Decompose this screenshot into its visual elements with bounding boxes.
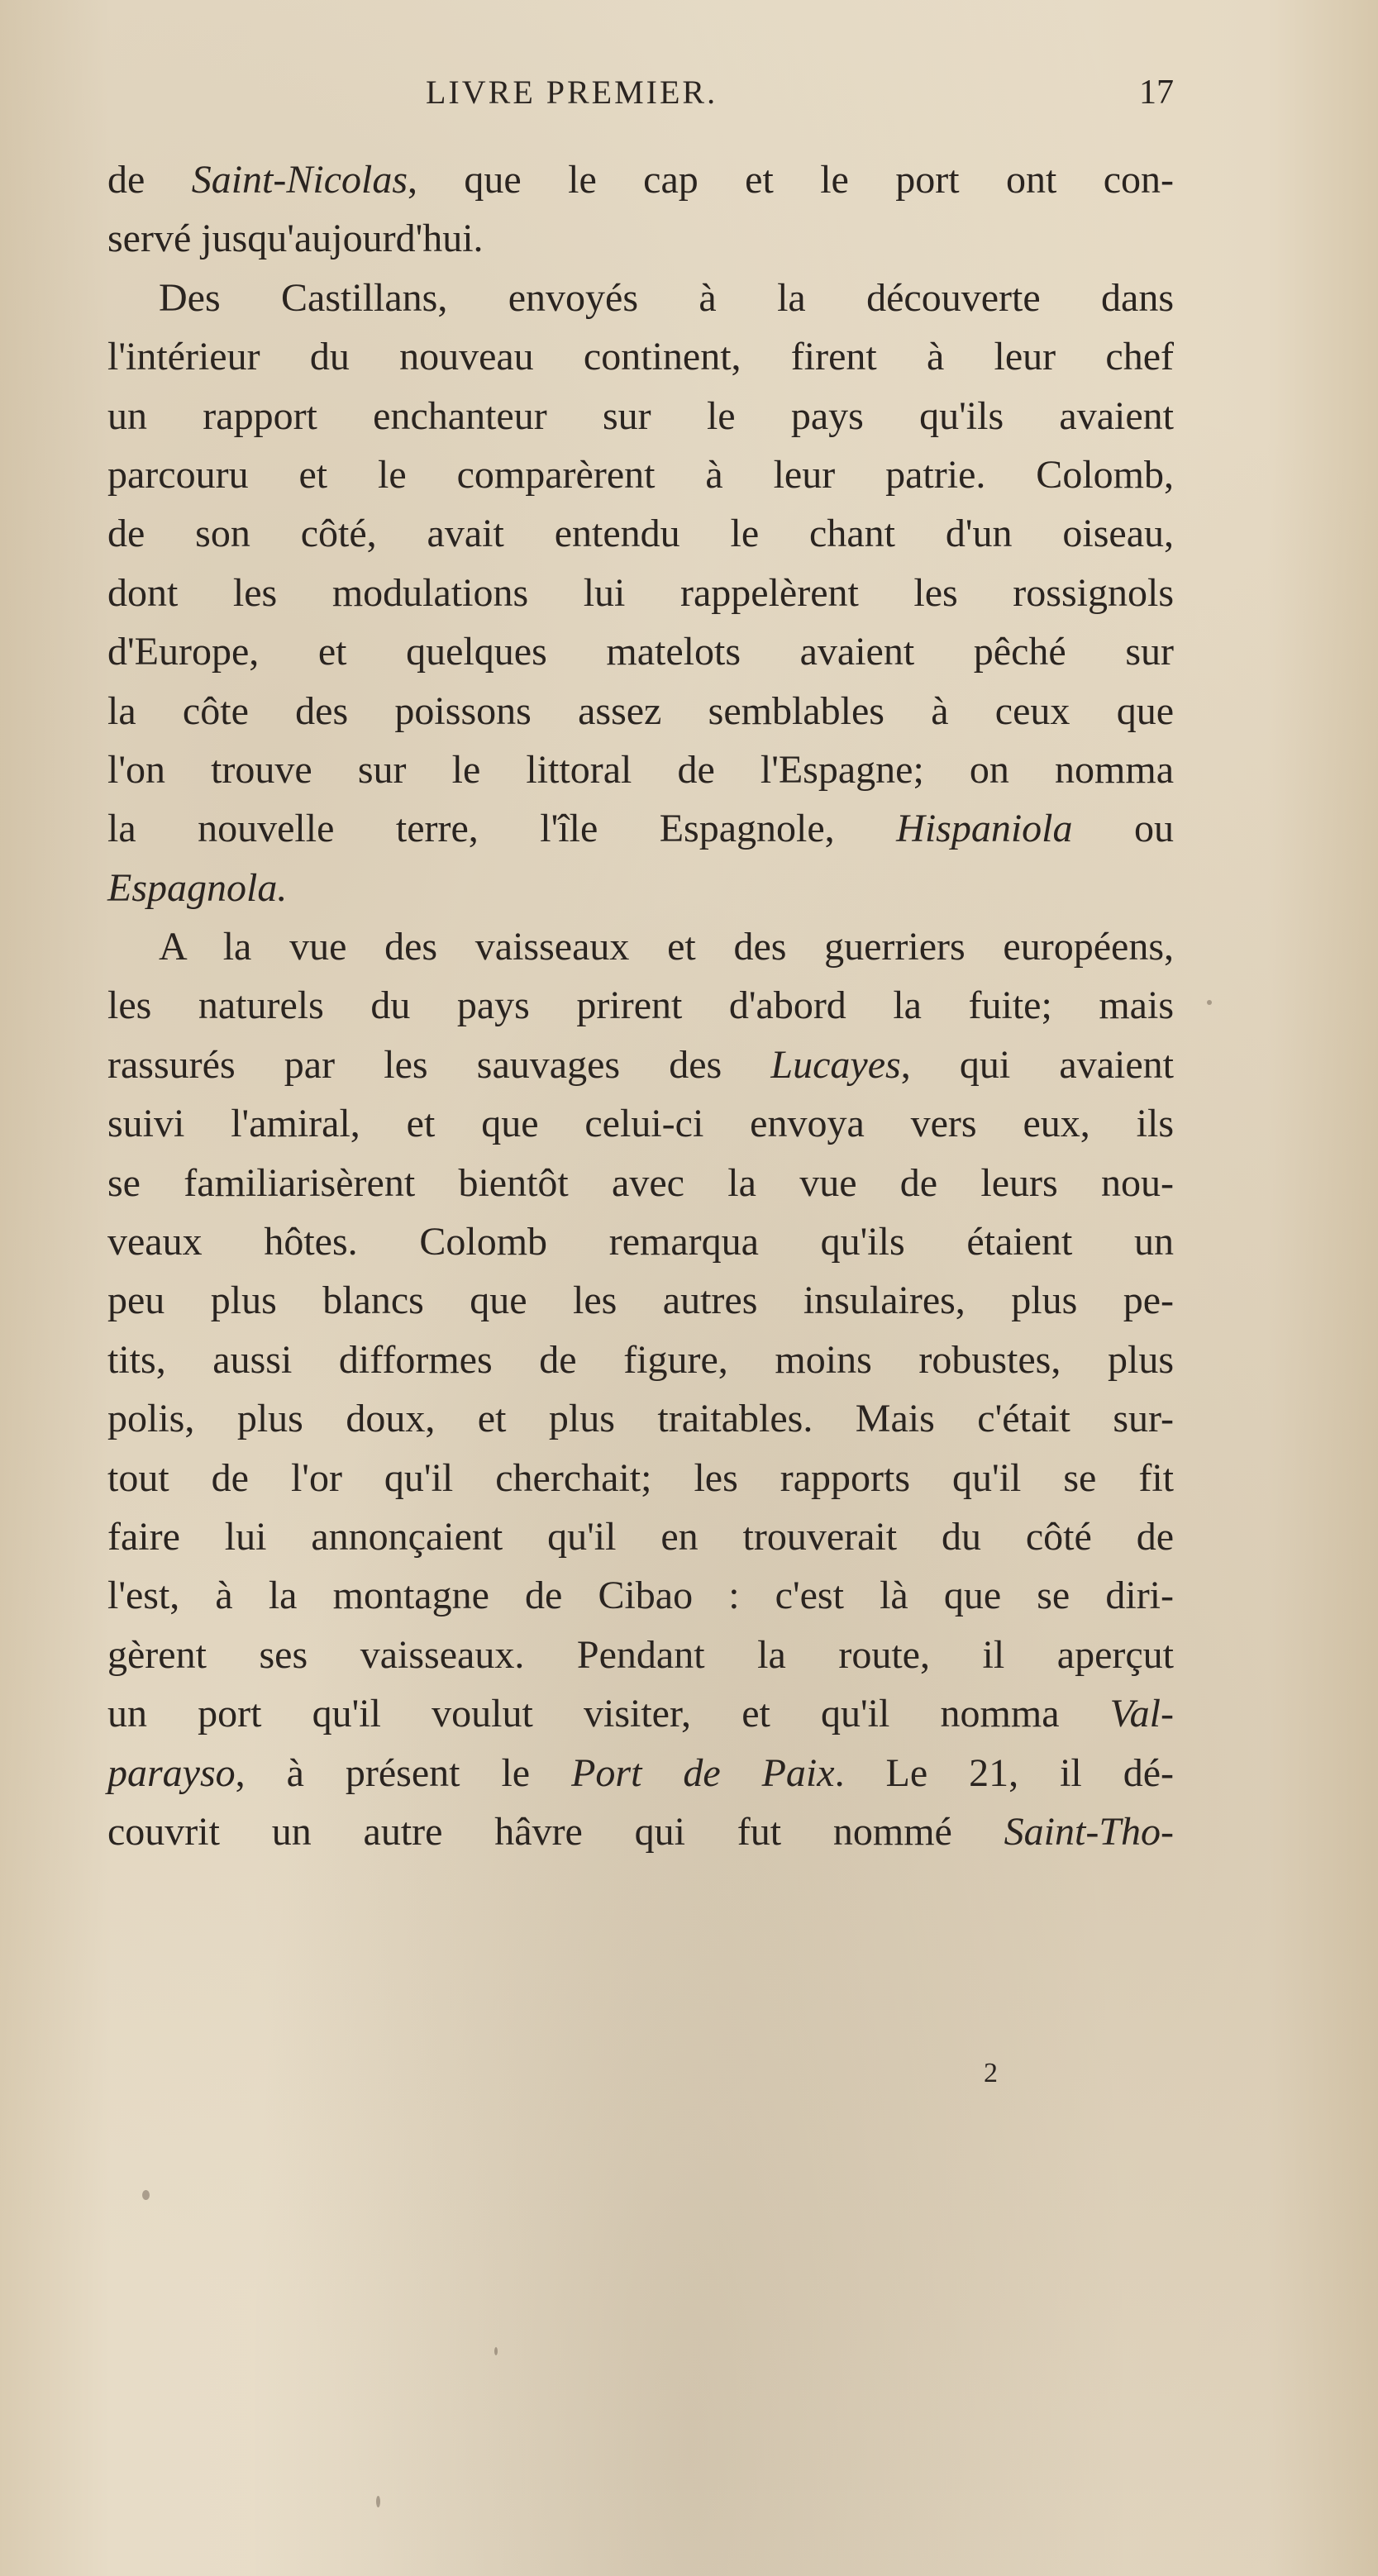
text-line (107, 1212, 1174, 1271)
text-segment: la côte des poissons assez semblables à ceux que (107, 688, 1174, 733)
text-segment: un port qu'il voulut visiter, et qu'il nomma (107, 1692, 1110, 1736)
text-line (107, 1389, 1174, 1448)
text-segment: suivi l'amiral, et que celui-ci envoya vers eux, ils (107, 1102, 1174, 1146)
running-title: LIVRE PREMIER. (426, 74, 718, 111)
text-line (107, 622, 1174, 681)
paper-speck (1207, 1000, 1212, 1005)
text-segment: . Le 21, il dé- (834, 1750, 1174, 1795)
text-line (107, 1271, 1174, 1330)
text-line (107, 327, 1174, 386)
text-line (107, 1626, 1174, 1684)
text-line (107, 740, 1174, 799)
text-line (107, 1449, 1174, 1507)
text-segment: peu plus blancs que les autres insulaires, plus pe- (107, 1278, 1174, 1323)
text-segment: , que le cap et le port ont con- (408, 158, 1174, 202)
text-line (107, 1802, 1174, 1861)
text-segment: gèrent ses vaisseaux. Pendant la route, il aperçut (107, 1632, 1174, 1677)
text-line (107, 1684, 1174, 1743)
text-line (107, 799, 1174, 858)
signature-mark: 2 (984, 2058, 998, 2088)
text-line (107, 1154, 1174, 1212)
italic-segment: Port de Paix (571, 1750, 835, 1795)
text-line (107, 1507, 1174, 1566)
text-line (107, 150, 1174, 209)
text-segment: faire lui annonçaient qu'il en trouverait du côté de (107, 1514, 1174, 1559)
italic-segment: Saint-Tho- (1004, 1809, 1174, 1854)
text-segment: l'est, à la montagne de Cibao : c'est là que se diri- (107, 1574, 1174, 1618)
text-line (107, 976, 1174, 1035)
italic-segment: Espagnola. (107, 865, 288, 910)
text-segment: la nouvelle terre, l'île Espagnole, (107, 807, 897, 851)
page-header (107, 73, 1174, 122)
body-text (107, 150, 1174, 1861)
paper-speck (142, 2190, 150, 2200)
paper-speck (494, 2347, 498, 2355)
text-segment: couvrit un autre hâvre qui fut nommé (107, 1809, 1004, 1854)
text-segment: tout de l'or qu'il cherchait; les rapports qu'il se fit (107, 1455, 1174, 1500)
text-line (107, 917, 1174, 976)
text-segment: veaux hôtes. Colomb remarqua qu'ils étaient un (107, 1220, 1174, 1264)
text-line (107, 859, 1174, 917)
text-segment: l'intérieur du nouveau continent, firent à leur chef (107, 335, 1174, 379)
text-segment: tits, aussi difformes de figure, moins robustes, plus (107, 1337, 1174, 1382)
text-segment: de son côté, avait entendu le chant d'un oiseau, (107, 512, 1174, 556)
text-segment: parcouru et le comparèrent à leur patrie. Colomb, (107, 452, 1174, 497)
text-segment: rassurés par les sauvages des (107, 1042, 771, 1087)
paper-speck (376, 2496, 380, 2507)
italic-segment: Val- (1109, 1692, 1174, 1736)
italic-segment: Hispaniola (896, 807, 1073, 851)
text-segment: , à présent le (235, 1750, 572, 1795)
text-line (107, 445, 1174, 504)
text-line (107, 1094, 1174, 1153)
text-segment: A la vue des vaisseaux et des guerriers européens, (159, 925, 1174, 969)
text-segment: de (107, 158, 192, 202)
text-line (107, 269, 1174, 327)
text-segment: , qui avaient (900, 1042, 1175, 1087)
text-line (107, 1744, 1174, 1802)
italic-segment: Saint-Nicolas (191, 158, 408, 202)
text-line (107, 504, 1174, 563)
text-segment: servé jusqu'aujourd'hui. (107, 217, 484, 261)
text-line (107, 1566, 1174, 1625)
text-line (107, 1331, 1174, 1389)
text-segment: ou (1072, 807, 1174, 851)
text-line (107, 209, 1174, 268)
text-segment: dont les modulations lui rappelèrent les rossignols (107, 570, 1174, 615)
text-line (107, 682, 1174, 740)
text-line (107, 1036, 1174, 1094)
text-segment: d'Europe, et quelques matelots avaient pêché sur (107, 630, 1174, 674)
text-line (107, 387, 1174, 445)
text-line (107, 564, 1174, 622)
text-segment: les naturels du pays prirent d'abord la fuite; mais (107, 983, 1174, 1028)
text-segment: se familiarisèrent bientôt avec la vue de leurs nou- (107, 1160, 1174, 1205)
italic-segment: parayso (107, 1750, 236, 1795)
text-segment: un rapport enchanteur sur le pays qu'ils avaient (107, 393, 1174, 438)
page-number: 17 (1139, 74, 1174, 112)
text-segment: l'on trouve sur le littoral de l'Espagne; on nomma (107, 747, 1174, 792)
italic-segment: Lucayes (770, 1042, 901, 1087)
text-segment: polis, plus doux, et plus traitables. Mais c'était sur- (107, 1397, 1174, 1441)
text-segment: Des Castillans, envoyés à la découverte dans (159, 275, 1174, 320)
